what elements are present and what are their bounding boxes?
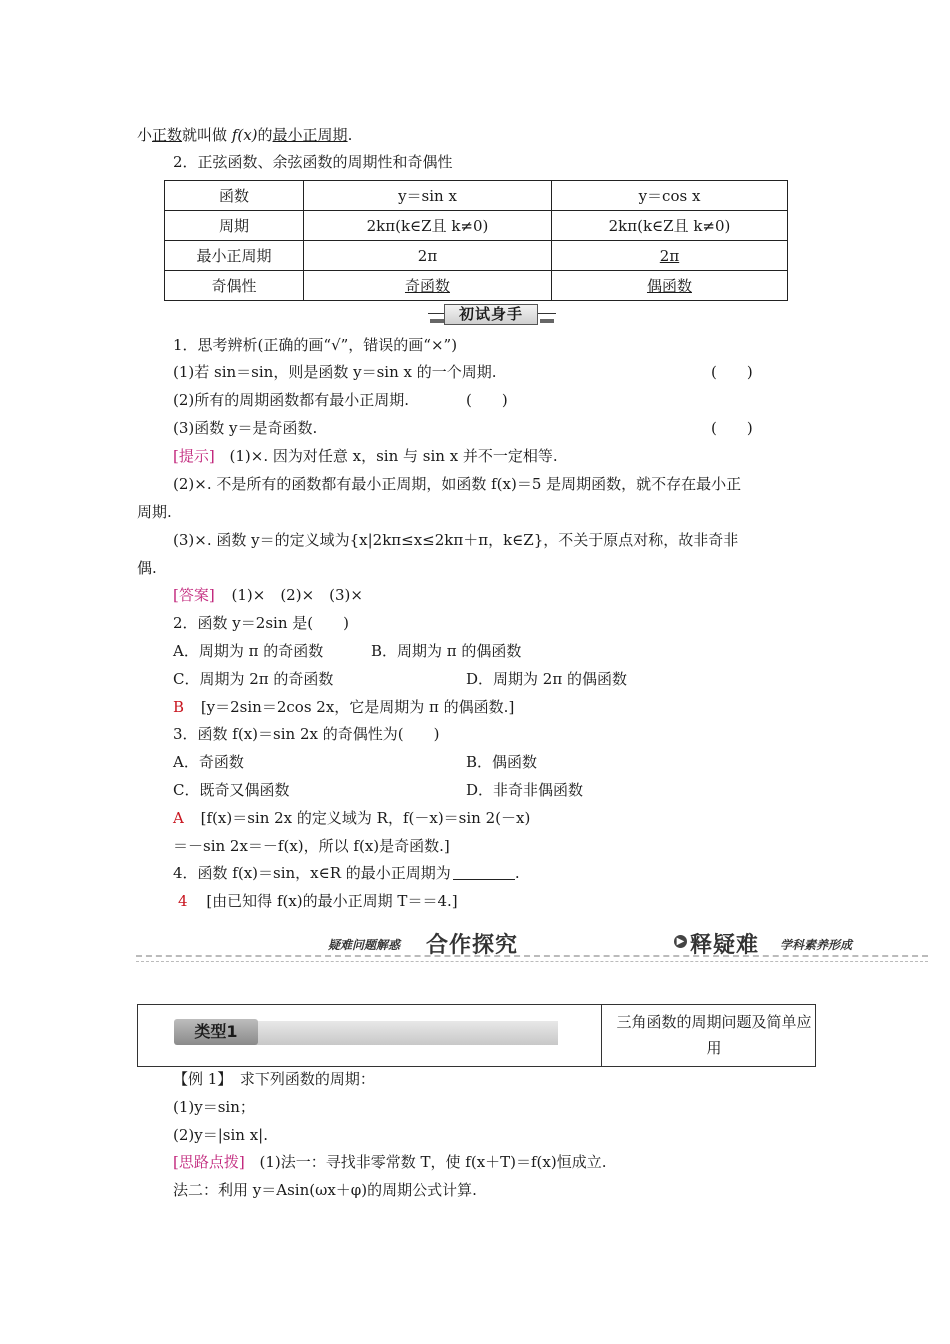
intro-term-min-period: 最小正周期 [272, 126, 348, 144]
q1-answer: (1)× (2)× (3)× [231, 586, 363, 604]
q1-item-3: (3)函数 y＝是奇函数. [173, 419, 318, 437]
q4-blank [453, 864, 515, 880]
type-title: 三角函数的周期问题及简单应用 [616, 1013, 812, 1057]
q1-hint-line [173, 445, 558, 467]
table-cell: 最小正周期 [165, 241, 304, 271]
banner-rule-top [136, 955, 928, 957]
q3-stem: 3．函数 f(x)＝sin 2x 的奇偶性为( ) [173, 725, 440, 743]
intro-line [137, 124, 352, 146]
type-divider [601, 1005, 602, 1066]
q3-explain-2: ＝－sin 2x＝－f(x)，所以 f(x)是奇函数.] [173, 837, 450, 855]
q3-option-d: D．非奇非偶函数 [466, 781, 584, 799]
section-badge [428, 303, 556, 325]
cos-min-period: 2π [659, 246, 680, 265]
q1-title: 1．思考辨析(正确的画“√”，错误的画“×”) [173, 336, 458, 354]
q4-solution-line [178, 890, 458, 912]
q4-explain: [由已知得 f(x)的最小正周期 T＝＝4.] [206, 892, 458, 910]
banner-arrow-icon: ▶ [674, 935, 687, 948]
banner-right-caption: 学科素养形成 [780, 938, 853, 952]
example-item-2: (2)y＝|sin x|. [173, 1126, 268, 1144]
banner-title-2: 释疑难 [690, 933, 760, 958]
cos-parity: 偶函数 [646, 277, 692, 295]
table-row [165, 241, 788, 271]
hint-label: [提示] [173, 447, 215, 465]
hint-2b: 周期. [137, 503, 172, 521]
example-line [173, 1068, 375, 1090]
tip-2: 法二：利用 y＝Asin(ωx＋φ)的周期公式计算. [173, 1181, 477, 1199]
q4-stem: 4．函数 f(x)＝sin，x∈R 的最小正周期为 [173, 864, 451, 882]
section2-title: 2．正弦函数、余弦函数的周期性和奇偶性 [173, 153, 453, 171]
table-cell: 周期 [165, 211, 304, 241]
tip-label: [思路点拨] [173, 1153, 245, 1171]
table-row [165, 271, 788, 301]
table-cell [552, 241, 788, 271]
table-cell [552, 271, 788, 301]
q2-option-d: D．周期为 2π 的偶函数 [466, 670, 627, 688]
table-row [165, 211, 788, 241]
badge-label: 初试身手 [444, 304, 538, 325]
table-cell [304, 271, 552, 301]
intro-prefix: 小 [137, 126, 153, 144]
q1-item-2: (2)所有的周期函数都有最小正周期. [173, 391, 410, 409]
hint-2a: (2)×. 不是所有的函数都有最小正周期，如函数 f(x)＝5 是周期函数，就不存在最小正 [173, 475, 742, 493]
q4-stem-end: . [514, 864, 520, 882]
banner-left-caption: 疑难问题解惑 [328, 938, 401, 952]
table-row [165, 181, 788, 211]
q2-answer: B [173, 698, 185, 716]
q3-option-b: B．偶函数 [466, 753, 538, 771]
q1-item-3-paren: ( ) [711, 419, 753, 437]
badge-bar-right [540, 319, 554, 323]
intro-mid: 就叫做 [182, 126, 232, 144]
table-cell: 2kπ(k∈Z且 k≠0) [304, 211, 552, 241]
example-stem: 求下列函数的周期： [224, 1070, 375, 1088]
table-cell: 函数 [165, 181, 304, 211]
q2-stem: 2．函数 y＝2sin 是( ) [173, 614, 349, 632]
intro-fx: f(x) [231, 126, 258, 144]
q4-stem-line [173, 862, 520, 884]
table-cell: 2kπ(k∈Z且 k≠0) [552, 211, 788, 241]
example-label: 【例 1】 [173, 1070, 225, 1088]
banner-title-1: 合作探究 [426, 933, 519, 958]
q2-solution-line [173, 696, 514, 718]
hint-3a: (3)×. 函数 y＝的定义域为{x|2kπ≤x≤2kπ＋π，k∈Z}，不关于原点对称，故非奇非 [173, 531, 739, 549]
example-item-1: (1)y＝sin； [173, 1098, 255, 1116]
intro-de: 的 [257, 126, 273, 144]
q1-item-2-paren: ( ) [466, 391, 508, 409]
example-tip-line [173, 1151, 607, 1173]
hint-3b: 偶. [137, 559, 157, 577]
table-cell: y＝cos x [552, 181, 788, 211]
q2-option-b: B．周期为 π 的偶函数 [371, 642, 522, 660]
hint-1: (1)×. 因为对任意 x，sin 与 sin x 并不一定相等. [229, 447, 558, 465]
intro-term-positive: 正数 [152, 126, 183, 144]
table-cell: y＝sin x [304, 181, 552, 211]
table-cell: 奇偶性 [165, 271, 304, 301]
table-cell: 2π [304, 241, 552, 271]
q3-solution-line [173, 807, 530, 829]
answer-label: [答案] [173, 586, 215, 604]
type-tag: 类型1 [174, 1019, 258, 1045]
q2-option-a: A．周期为 π 的奇函数 [173, 642, 324, 660]
banner-rule-bottom [136, 961, 928, 962]
type-header-box [137, 1004, 816, 1067]
q1-item-1: (1)若 sin＝sin，则是函数 y＝sin x 的一个周期. [173, 363, 497, 381]
q3-explain-1: [f(x)＝sin 2x 的定义域为 R，f(－x)＝sin 2(－x) [200, 809, 531, 827]
q1-answer-line [173, 584, 363, 606]
q3-option-c: C．既奇又偶函数 [173, 781, 290, 799]
q4-answer: 4 [178, 892, 188, 910]
intro-end: . [347, 126, 353, 144]
q2-explain: [y＝2sin＝2cos 2x，它是周期为 π 的偶函数.] [200, 698, 515, 716]
q3-option-a: A．奇函数 [173, 753, 244, 771]
period-parity-table [164, 180, 788, 301]
tip-1: (1)法一：寻找非零常数 T，使 f(x＋T)＝f(x)恒成立. [259, 1153, 607, 1171]
sin-parity: 奇函数 [404, 277, 450, 295]
badge-bar-left [430, 319, 444, 323]
q3-answer: A [173, 809, 184, 827]
q1-item-1-paren: ( ) [711, 363, 753, 381]
q2-option-c: C．周期为 2π 的奇函数 [173, 670, 334, 688]
